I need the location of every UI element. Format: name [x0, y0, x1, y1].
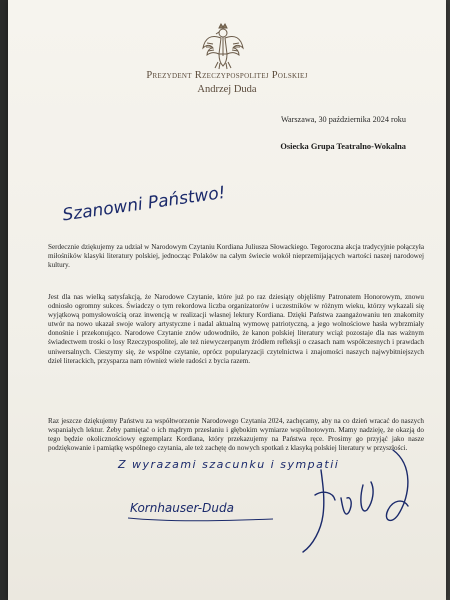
salutation-text: Szanowni Państwo!	[61, 182, 227, 226]
office-title: Prezydent Rzeczypospolitej Polskiej	[146, 70, 308, 81]
desk-background	[0, 0, 8, 600]
handwritten-salutation	[58, 170, 228, 230]
signature-left-text: Kornhauser-Duda	[130, 501, 234, 515]
paragraph-3: Raz jeszcze dziękujemy Państwu za współtworzenie Narodowego Czytania 2024, zachęcamy, aby na co dzień wracać do naszych wspaniałych lektur. Żeby pamiętać o ich mądrym przesłaniu i głębokim wymiarze wspólnotowym. Mamy nadzieję, że okazją do tego będzie okolicznościowy egzemplarz Kordiana, który przekazujemy na Państwa ręce. Prosimy go przyjąć jako nasze podziękowanie i pamiątkę wspólnego czytania, ale też zachętę do nowych spotkań z klasyką polskiej literatury w przyszłości.	[48, 417, 424, 453]
signature-right-scribble	[293, 440, 423, 560]
letter-date: Warszawa, 30 października 2024 roku	[280, 115, 406, 124]
sender-name: Andrzej Duda	[197, 84, 257, 95]
closing-text: Z wyrazami szacunku i sympatii	[118, 458, 340, 471]
paragraph-2: Jest dla nas wielką satysfakcją, że Narodowe Czytanie, które już po raz dziesiąty objęliśmy Patronatem Honorowym, znowu odniosło ogromny sukces. Świadczy o tym rekordowa liczba organizatorów i uczestników w różnym wieku, którzy wykazali się wyjątkową pomysłowością oraz inwencją w realizacji własnej lektury Kordiana. Dzięki Państwa zaangażowaniu ten znakomity utwór na nowo ukazał swoje walory artystyczne i nadal aktualną wymowę patriotyczną, a jego wolnościowe hasła wybrzmiały donośnie i przekonująco. Narodowe Czytanie znów udowodniło, że kanon polskiej literatury wciąż pozostaje dla nas ważnym świadectwem troski o losy Rzeczypospolitej, ale też niewyczerpanym źródłem refleksji o czasach nam współczesnych i prawdach uniwersalnych. Cieszymy się, że wspólne czytanie, oprócz popularyzacji czytelnictwa i znajomości naszych najwybitniejszych dzieł literackich, przysparza nam również wiele radości z bycia razem.	[48, 293, 424, 365]
addressee: Osiecka Grupa Teatralno-Wokalna	[280, 142, 406, 151]
polish-eagle-emblem-icon	[201, 22, 245, 70]
paragraph-1: Serdecznie dziękujemy za udział w Narodowym Czytaniu Kordiana Juliusza Słowackiego. Tegoroczna akcja tradycyjnie połączyła miłośników klasyki literatury polskiej, jednocząc Polaków na całym świecie wokół nieprzemijających wartości naszej narodowej kultury.	[48, 243, 424, 270]
letter-page	[8, 0, 446, 600]
signature-underline	[128, 518, 273, 521]
signature-left	[128, 488, 278, 528]
